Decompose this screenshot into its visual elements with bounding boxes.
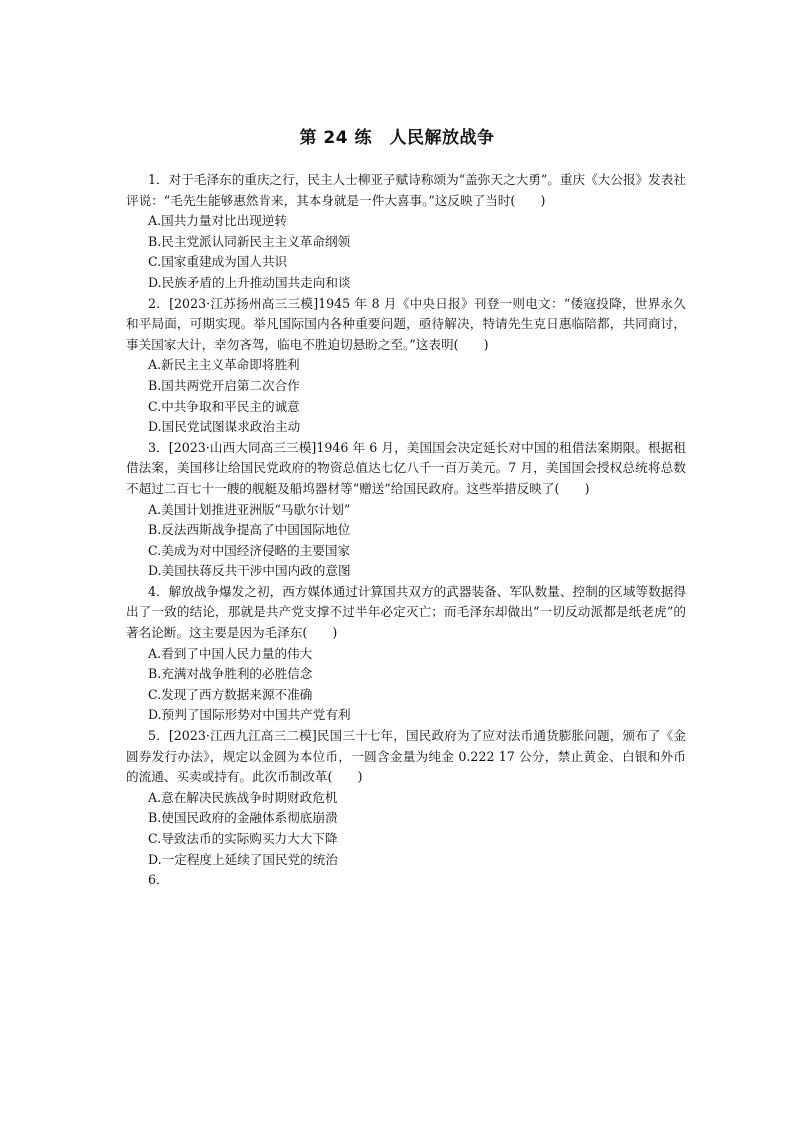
option-d: D.美国扶蒋反共干涉中国内政的意图 [148, 563, 351, 579]
option-a: A.看到了中国人民力量的伟大 [148, 645, 313, 661]
option-list [126, 355, 686, 437]
option-d: D.一定程度上延续了国民党的统治 [148, 851, 338, 867]
option-a: A.新民主主义革命即将胜利 [148, 357, 300, 373]
question-stem: 5．[2023·江西九江高三二模]民国三十七年，国民政府为了应对法币通货膨胀问题，颁布了《金圆券发行办法》，规定以金圆为本位币，一圆含金量为纯金 0.222 17 公分，禁止黄金、白银和外币的流通、买卖或持有。此次币制改革( ) [126, 728, 686, 785]
option-a: A.美国计划推进亚洲版“马歇尔计划” [148, 501, 351, 517]
question-stem: 1．对于毛泽东的重庆之行，民主人士柳亚子赋诗称颂为“盖弥天之大勇”。重庆《大公报》发表社评说：“毛先生能够惠然肯来，其本身就是一件大喜事。”这反映了当时( ) [126, 172, 686, 208]
option-b: B.民主党派认同新民主主义革命纲领 [148, 233, 351, 249]
question-3 [126, 438, 686, 582]
question-stem: 3．[2023·山西大同高三三模]1946 年 6 月，美国国会决定延长对中国的租借法案期限。根据租借法案，美国移让给国民党政府的物资总值达七亿八千一百万美元。7 月，美国国会授权总统将总数不超过二百七十一艘的舰艇及船坞器材等“赠送”给国民政府。这些举措反映了( ) [126, 439, 686, 496]
option-list [126, 644, 686, 726]
option-c: C.中共争取和平民主的诚意 [148, 398, 300, 414]
question-list [126, 170, 686, 891]
option-a: A.意在解决民族战争时期财政危机 [148, 789, 338, 805]
page-title: 第 24 练 人民解放战争 [299, 128, 495, 148]
option-c: C.美成为对中国经济侵略的主要国家 [148, 542, 351, 558]
option-c: C.导致法币的实际购买力大大下降 [148, 831, 338, 846]
question-stem: 4．解放战争爆发之初，西方媒体通过计算国共双方的武器装备、军队数量、控制的区域等数据得出了一致的结论，那就是共产党支撑不过半年必定灭亡；而毛泽东却做出“一切反动派都是纸老虎”的著名论断。这主要是因为毛泽东( ) [126, 583, 686, 641]
question-stem: 6． [148, 872, 169, 888]
option-list [126, 500, 686, 582]
option-b: B.国共两党开启第二次合作 [148, 377, 300, 393]
question-1 [126, 170, 686, 294]
option-d: D.民族矛盾的上升推动国共走向和谈 [148, 274, 351, 290]
option-c: C.发现了西方数据来源不准确 [148, 686, 313, 702]
option-list [126, 788, 686, 870]
option-d: D.预判了国际形势对中国共产党有利 [148, 707, 351, 723]
question-stem: 2．[2023·江苏扬州高三三模]1945 年 8 月《中央日报》刊登一则电文：“倭寇投降，世界永久和平局面，可期实现。举凡国际国内各种重要问题，亟待解决，特请先生克日惠临陪都，共同商讨，事关国家大计，幸勿吝驾，临电不胜迫切悬盼之至。”这表明( ) [126, 295, 686, 352]
question-5 [126, 726, 686, 870]
option-b: B.使国民政府的金融体系彻底崩溃 [148, 810, 338, 826]
option-b: B.充满对战争胜利的必胜信念 [148, 666, 313, 682]
option-a: A.国共力量对比出现逆转 [148, 213, 288, 229]
option-d: D.国民党试图谋求政治主动 [148, 419, 301, 435]
question-6 [126, 870, 686, 891]
option-c: C.国家重建成为国人共识 [148, 254, 288, 270]
question-4 [126, 582, 686, 726]
option-b: B.反法西斯战争提高了中国国际地位 [148, 522, 351, 538]
option-list [126, 211, 686, 293]
question-2 [126, 294, 686, 438]
